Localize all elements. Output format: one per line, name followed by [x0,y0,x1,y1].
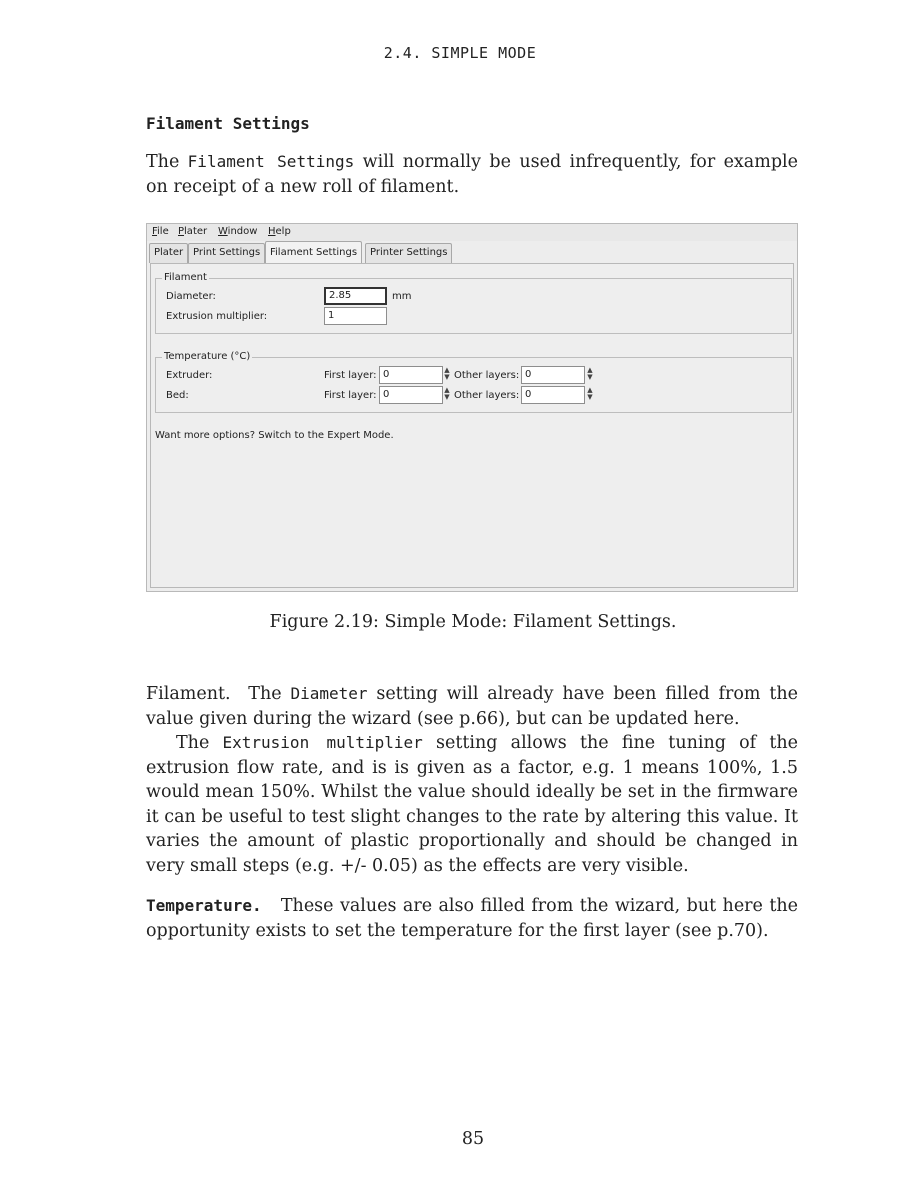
figure-caption: Figure 2.19: Simple Mode: Filament Settings. [269,612,677,632]
filament-group-title: Filament [164,272,207,283]
page-number: 85 [461,1129,485,1149]
extruder-label: Extruder: [166,370,213,381]
bed-label: Bed: [166,390,189,401]
temperature-group-title: Temperature (°C) [164,351,251,362]
temperature-lead: Temperature. [146,896,262,915]
bed-other-spin-icon[interactable]: ▲ ▼ [587,386,593,401]
tab-bar [147,241,797,263]
extruder-other-layers-label: Other layers: [454,370,520,381]
diameter-unit: mm [392,291,412,302]
extruder-first-layer-input[interactable]: 0 [379,366,443,384]
extruder-first-spin-icon[interactable]: ▲ ▼ [444,366,450,381]
intro-pre: The [146,152,188,172]
bed-other-layers-label: Other layers: [454,390,520,401]
temperature-group [155,351,792,413]
extruder-other-layers-input[interactable]: 0 [521,366,585,384]
tab-print-settings[interactable]: Print Settings [188,243,265,263]
multiplier-post: setting allows the fine tuning of the extrusion flow rate, and is is given as a factor, e.g. 1 means 100%, 1.5 would mean 150%. Whilst the value should ideally be set in the firmware it can be useful to test slight changes to the rate by altering this value. It varies the amount of plastic proportionally and should be changed in very small steps (e.g. +/- 0.05) as the effects are very visible. [146,733,799,876]
menu-window[interactable]: Window [218,226,258,237]
menu-bar [147,224,797,241]
extruder-other-spin-icon[interactable]: ▲ ▼ [587,366,593,381]
intro-code: Filament Settings [187,152,355,171]
intro-post: will normally be used infrequently, for example on receipt of a new roll of filament. [146,152,798,197]
menu-file[interactable]: File [152,226,169,237]
diameter-label: Diameter: [166,291,216,302]
bed-first-spin-icon[interactable]: ▲ ▼ [444,386,450,401]
filament-lead: Filament. [146,684,231,704]
multiplier-input[interactable]: 1 [324,307,387,325]
settings-panel [150,263,794,588]
bed-first-layer-label: First layer: [324,390,377,401]
tab-printer-settings[interactable]: Printer Settings [365,243,452,263]
multiplier-code: Extrusion multiplier [222,733,423,752]
extruder-first-layer-label: First layer: [324,370,377,381]
bed-other-layers-input[interactable]: 0 [521,386,585,404]
bed-first-layer-input[interactable]: 0 [379,386,443,404]
running-head: 2.4. SIMPLE MODE [383,44,537,62]
intro-paragraph [146,150,798,199]
diameter-input[interactable]: 2.85 [324,287,387,305]
tab-filament-settings[interactable]: Filament Settings [265,241,362,264]
menu-help[interactable]: Help [268,226,291,237]
multiplier-pre: The [176,733,223,753]
multiplier-paragraph [146,731,798,878]
menu-plater[interactable]: Plater [178,226,208,237]
filament-group [155,272,792,334]
section-heading: Filament Settings [146,114,310,133]
filament-paragraph [146,682,798,731]
tab-plater[interactable]: Plater [149,243,188,263]
body-text [146,682,804,943]
filament-pre: The [230,684,291,704]
temperature-post: These values are also filled from the wizard, but here the opportunity exists to set the temperature for the first layer (see p.70). [146,896,804,941]
filament-post: setting will already have been filled from the value given during the wizard (see p.66), but can be updated here. [146,684,798,729]
multiplier-label: Extrusion multiplier: [166,311,268,322]
screenshot-window [146,223,798,592]
diameter-code: Diameter [290,684,368,703]
temperature-paragraph [146,894,804,943]
expert-mode-hint: Want more options? Switch to the Expert Mode. [155,430,394,441]
